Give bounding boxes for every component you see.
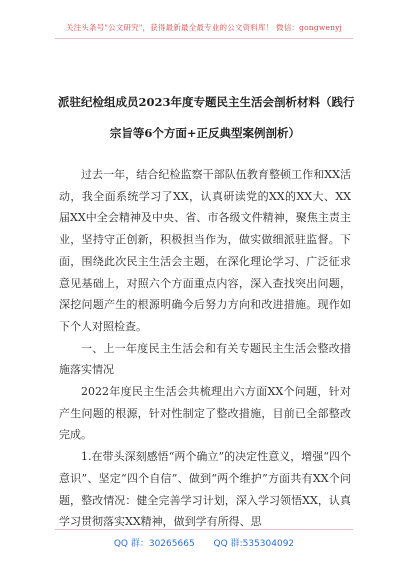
header-divider — [55, 38, 353, 39]
body-paragraph-item-1: 1.在带头深刻感悟“两个确立”的决定性意义，增强“四个意识”、坚定“四个自信”、做到“两个维护”方面共有XX个问题，整改情况：健全完善学习计划，深入学习领悟XX，认真学习贯彻落实XX精神，做到学有所得、思 — [59, 450, 351, 529]
section-heading-1: 一、上一年度民主生活会和有关专题民主生活会整改措施落实情况 — [59, 341, 351, 377]
footer — [0, 536, 408, 549]
document-title-line-2: 宗旨等6个方面+正反典型案例剖析） — [109, 126, 301, 140]
header-note: 关注头条号"公文研究"，获得最新最全最专业的公文资料库！ 微信：gongwenyj — [65, 23, 343, 32]
body-paragraph-summary: 2022年度民主生活会共梳理出六方面XX个问题，针对产生问题的根源，针对性制定了整改措施，目前已全部整改完成。 — [59, 385, 351, 442]
footer-qq-group-2: QQ 群:535304092 — [213, 539, 295, 549]
footer-divider — [55, 529, 353, 530]
footer-qq-group-1: QQ 群：30265665 — [113, 539, 195, 549]
document-title-line-1: 派驻纪检组成员2023年度专题民主生活会剖析材料（践行 — [58, 95, 355, 109]
document-body — [59, 164, 351, 533]
body-paragraph-intro: 过去一年，结合纪检监察干部队伍教育整顿工作和XX活动，我全面系统学习了XX，认真研读党的XX的XX大、XX届XX中全会精神及中央、省、市各级文件精神，聚焦主责主业，坚持守正创新，积极担当作为，做实做细派驻监督。下面，围绕此次民主生活会主题，在深化理论学习、广泛征求意见基础上，对照六个方面重点内容，深入查找突出问题，深挖问题产生的根源明确今后努力方向和改进措施。现作如下个人对照检查。 — [59, 168, 351, 333]
